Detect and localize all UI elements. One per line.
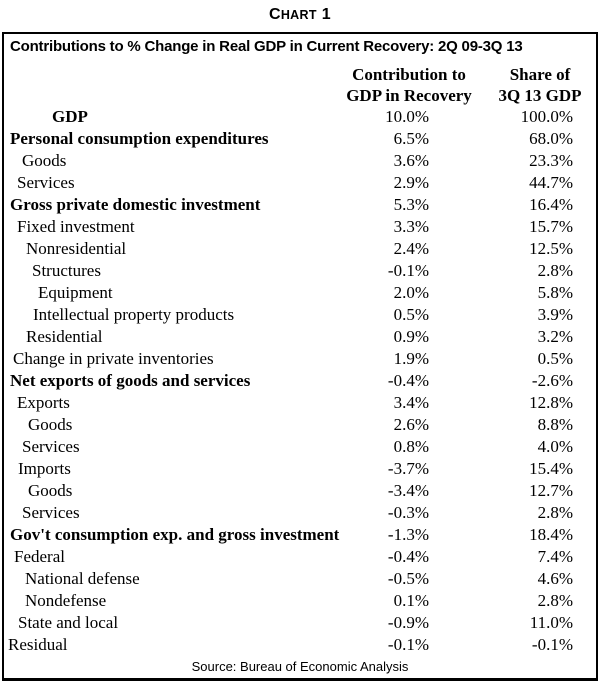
row-share-value: 16.4% [529, 195, 573, 214]
source-note: Source: Bureau of Economic Analysis [191, 659, 409, 674]
row-contribution-value: 5.3% [393, 195, 429, 214]
row-label: Personal consumption expenditures [10, 129, 269, 148]
row-share-value: 23.3% [529, 151, 573, 170]
row-contribution-value: -3.4% [387, 481, 429, 500]
row-share-value: -0.1% [531, 635, 573, 654]
row-label: Imports [18, 459, 71, 478]
row-label: Residential [26, 327, 103, 346]
row-contribution-value: 0.5% [393, 305, 429, 324]
row-share-value: 2.8% [537, 591, 573, 610]
row-share-value: 44.7% [529, 173, 573, 192]
row-contribution-value: 2.9% [393, 173, 429, 192]
row-share-value: 100.0% [520, 107, 573, 126]
row-contribution-value: 2.4% [393, 239, 429, 258]
row-label: Exports [17, 393, 70, 412]
row-share-value: 68.0% [529, 129, 573, 148]
row-contribution-value: 2.6% [393, 415, 429, 434]
column-header-share-line1: Share of [509, 65, 571, 84]
column-header-share [484, 64, 596, 106]
row-label: Intellectual property products [33, 305, 235, 324]
row-contribution-value: 3.3% [393, 217, 429, 236]
column-header-share-line2: 3Q 13 GDP [498, 86, 582, 105]
table-row [4, 458, 596, 480]
row-share-value: 12.8% [529, 393, 573, 412]
table-row [4, 590, 596, 612]
row-label: Services [22, 503, 80, 522]
row-share-value: 12.5% [529, 239, 573, 258]
table-row [4, 436, 596, 458]
table-row [4, 568, 596, 590]
table-row [4, 172, 596, 194]
row-contribution-value: -3.7% [387, 459, 429, 478]
row-share-value: 3.9% [537, 305, 573, 324]
table-row [4, 150, 596, 172]
row-label: Goods [22, 151, 67, 170]
row-share-value: 7.4% [537, 547, 573, 566]
row-share-value: 15.4% [529, 459, 573, 478]
chart-heading [0, 6, 600, 24]
table-row [4, 326, 596, 348]
row-contribution-value: -0.4% [387, 547, 429, 566]
chart-heading-smallcaps: HART [280, 8, 317, 22]
row-label: Federal [14, 547, 65, 566]
table-row [4, 106, 596, 128]
row-label: Change in private inventories [13, 349, 214, 368]
row-label: Goods [28, 415, 73, 434]
table-row [4, 524, 596, 546]
row-contribution-value: 1.9% [393, 349, 429, 368]
row-label: Services [22, 437, 80, 456]
row-label: Residual [8, 635, 68, 654]
table-row [4, 392, 596, 414]
row-share-value: 5.8% [537, 283, 573, 302]
row-share-value: 0.5% [537, 349, 573, 368]
column-header-contribution-line2: GDP in Recovery [346, 86, 472, 105]
row-label: Nondefense [25, 591, 107, 610]
row-contribution-value: 3.4% [393, 393, 429, 412]
row-share-value: 8.8% [537, 415, 573, 434]
row-label: Gov't consumption exp. and gross investment [10, 525, 340, 544]
row-label: Structures [32, 261, 101, 280]
row-share-value: 11.0% [529, 613, 573, 632]
row-label: GDP [52, 107, 88, 126]
table-row [4, 480, 596, 502]
column-headers [4, 64, 596, 106]
table-row [4, 612, 596, 634]
column-header-contribution [334, 64, 484, 106]
row-contribution-value: -0.1% [387, 261, 429, 280]
row-contribution-value: -0.1% [387, 635, 429, 654]
table-title: Contributions to % Change in Real GDP in Current Recovery: 2Q 09-3Q 13 [10, 38, 523, 55]
row-label: National defense [25, 569, 140, 588]
table-row [4, 304, 596, 326]
column-header-contribution-line1: Contribution to [352, 65, 466, 84]
table-row [4, 634, 596, 656]
row-contribution-value: 0.8% [393, 437, 429, 456]
row-label: State and local [18, 613, 119, 632]
row-share-value: 18.4% [529, 525, 573, 544]
table-row [4, 370, 596, 392]
row-label: Equipment [38, 283, 113, 302]
table-row [4, 128, 596, 150]
row-share-value: 15.7% [529, 217, 573, 236]
row-label: Services [17, 173, 75, 192]
table-row [4, 216, 596, 238]
table-row [4, 238, 596, 260]
row-contribution-value: 0.1% [393, 591, 429, 610]
row-label: Nonresidential [26, 239, 127, 258]
table-row [4, 546, 596, 568]
row-contribution-value: -0.5% [387, 569, 429, 588]
table-row [4, 502, 596, 524]
chart-heading-cap: C [269, 6, 281, 23]
row-share-value: 2.8% [537, 261, 573, 280]
row-contribution-value: -0.9% [387, 613, 429, 632]
row-contribution-value: 3.6% [393, 151, 429, 170]
table-row [4, 414, 596, 436]
row-contribution-value: -1.3% [387, 525, 429, 544]
table-row [4, 348, 596, 370]
row-share-value: 4.0% [537, 437, 573, 456]
table-row [4, 282, 596, 304]
row-share-value: -2.6% [531, 371, 573, 390]
table-row [4, 194, 596, 216]
row-label: Gross private domestic investment [10, 195, 261, 214]
row-label: Net exports of goods and services [10, 371, 251, 390]
row-contribution-value: 0.9% [393, 327, 429, 346]
row-share-value: 4.6% [537, 569, 573, 588]
row-contribution-value: 10.0% [385, 107, 429, 126]
table-rows [4, 106, 596, 656]
row-share-value: 2.8% [537, 503, 573, 522]
row-share-value: 3.2% [537, 327, 573, 346]
table-row [4, 260, 596, 282]
row-share-value: 12.7% [529, 481, 573, 500]
gdp-contributions-table [2, 32, 598, 681]
row-contribution-value: -0.4% [387, 371, 429, 390]
row-contribution-value: 2.0% [393, 283, 429, 302]
row-label: Goods [28, 481, 73, 500]
chart-heading-number: 1 [321, 6, 331, 23]
row-label: Fixed investment [17, 217, 135, 236]
row-contribution-value: -0.3% [387, 503, 429, 522]
row-contribution-value: 6.5% [393, 129, 429, 148]
